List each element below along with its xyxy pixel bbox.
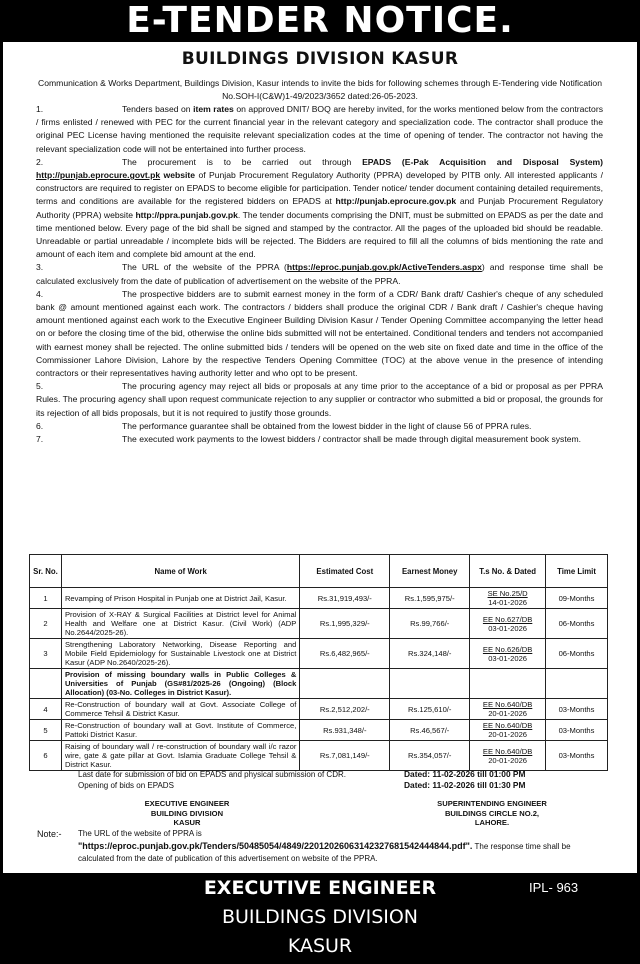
table-row [30, 588, 608, 609]
paragraph-text: The procurement is to be carried out through [122, 156, 363, 167]
url-link[interactable]: http://ppra.punjab.gov.pk [135, 209, 238, 220]
ts-number: EE No.627/DB [482, 614, 533, 624]
cell-time-limit: 03-Months [546, 699, 608, 720]
cell-ts-no-dated [470, 639, 546, 669]
note-text: The URL of the website of PPRA is "https://eproc.punjab.gov.pk/Tenders/50485054/4849/22012026063142327681542444844.pdf". The response time shall be calculated from the date of publication of this advertisement on website of the PPRA. [78, 829, 571, 863]
cell-time-limit: 03-Months [546, 741, 608, 771]
ts-date: 03-01-2026 [488, 653, 528, 663]
footer-line-2: BUILDINGS DIVISION [221, 906, 419, 928]
cell-name-of-work: Re-Construction of boundary wall at Govt. Institute of Commerce, Pattoki District Kasur. [61, 720, 299, 741]
ts-number: EE No.640/DB [482, 721, 533, 730]
col-name-of-work: Name of Work [61, 555, 299, 588]
cell-earnest-money: Rs.324,148/- [390, 639, 470, 669]
table-row [30, 609, 608, 639]
paragraph-text: website [160, 170, 196, 181]
paragraph-2 [36, 156, 603, 262]
paragraph-text: The URL of the website of the PPRA ( [122, 262, 287, 273]
table-row [30, 741, 608, 771]
col-sr-no: Sr. No. [30, 555, 62, 588]
paragraph-number: 4. [36, 288, 44, 299]
cell-sr-no: 3 [30, 639, 62, 669]
cell-name-of-work: Re-Construction of boundary wall at Govt. Associate College of Commerce Tehsil & District Kasur. [61, 699, 299, 720]
cell-name-of-work: Raising of boundary wall / re-construction of boundary wall i/c razor wire, gate & gate pillar at Govt. Islamia Graduate College Tehsil & District Kasur. [61, 741, 299, 771]
paragraph-text: and Punjab Procurement Regulatory Authority (PPRA) website [36, 196, 603, 220]
paragraph-4 [36, 288, 603, 380]
cell-earnest-money: Rs.99,766/- [390, 609, 470, 639]
note-label: Note:- [37, 829, 62, 839]
ipl-code: IPL- 963 [529, 880, 579, 895]
ts-number: EE No.640/DB [482, 746, 533, 756]
paragraph-6 [36, 420, 603, 433]
cell-sr-no: 4 [30, 699, 62, 720]
paragraph-5 [36, 380, 603, 420]
table-row [30, 699, 608, 720]
paragraph-text: Tenders based on [122, 104, 194, 114]
schedule-value: Dated: 11-02-2026 till 01:30 PM [404, 780, 526, 790]
terms-paragraphs [36, 103, 603, 446]
schedule-value: Dated: 11-02-2026 till 01:00 PM [404, 769, 526, 779]
footer-line-1: EXECUTIVE ENGINEER [203, 877, 437, 899]
cell-earnest-money: Rs.354,057/- [390, 741, 470, 771]
cell-time-limit [546, 669, 608, 699]
col-estimated-cost: Estimated Cost [300, 555, 390, 588]
cell-ts-no-dated [470, 609, 546, 639]
ts-number: EE No.626/DB [482, 644, 533, 654]
table-header-row [30, 555, 608, 588]
cell-estimated-cost: Rs.2,512,202/- [300, 699, 390, 720]
cell-estimated-cost: Rs.7,081,149/- [300, 741, 390, 771]
cell-sr-no: 5 [30, 720, 62, 741]
paragraph-text: item rates [193, 104, 234, 114]
paragraph-text: The prospective bidders are to submit earnest money in the form of a CDR/ Bank draft/ Cashier's cheque of any scheduled bank @ amount mentioned against each work. The contractors / bidders shall produce the original CDR / Bank draft / Cashier's cheque having amount mentioned against each work to the Executive Engineer Building Division Kasur / Tender Opening Committee accompanying the letter head on or before the closing time of the bid, otherwise the online bids submitted will not be entertained. Conditional tenders and tenders not accompanied with earnest money shall be rejected. The online submitted bids / tenders will be opened on the web site on fixed date and time in the office of the Commissioner Lahore Division, Lahore by the respective Tenders Opening Committee (TOC) at the above venue in the presence of intending contractors or their representatives having authority letter and who opt to be present. [36, 288, 603, 379]
signatory-superintending-engineer: SUPERINTENDING ENGINEER BUILDINGS CIRCLE NO.2, LAHORE. [437, 799, 547, 827]
paragraph-number: 6. [36, 420, 44, 431]
schedule-label: Last date for submission of bid on EPADS and physical submission of CDR. [78, 770, 346, 779]
cell-name-of-work: Provision of missing boundary walls in Public Colleges & Universities of Punjab (GS#81/2025-26 (Ongoing) (Block Allocation) (03-No. Colleges in District Kasur). [61, 669, 299, 699]
paragraph-text: of Punjab Procurement Regulatory Authority (PPRA) developed by PITB only. All interested applicants / constructors are required to register on EPADS to become eligible for participation. Tender notice/ tender document containing detailed requirements, terms and conditions are available for the registered bidders on EPADS at [36, 170, 603, 207]
ts-date: 14-01-2026 [488, 598, 528, 607]
paragraph-text: EPADS (E-Pak Acquisition and Disposal System) [362, 156, 603, 167]
cell-sr-no [30, 669, 62, 699]
paragraph-text: . The tender documents comprising the DNIT, must be submitted on EPADS as per the date and time mentioned below. Every page of the bid shall be signed and stamped by the contractor. All the pages of the uploaded bid should be readable. Unreadable or partial unreadable / incomplete bids will be rejected. The Bidders are required to fill all the columns of bids mentioning the rate and amount of each item and complete bid amount at the end. [36, 209, 603, 260]
table-group-heading-row [30, 669, 608, 699]
cell-earnest-money: Rs.125,610/- [390, 699, 470, 720]
ts-date: 03-01-2026 [488, 623, 528, 633]
cell-time-limit: 09-Months [546, 588, 608, 609]
ts-date: 20-01-2026 [488, 755, 528, 765]
cell-sr-no: 1 [30, 588, 62, 609]
schedule-opening [3, 780, 637, 791]
paragraph-text: The executed work payments to the lowest bidders / contractor shall be made through digital measurement book system. [122, 434, 582, 445]
cell-name-of-work: Strengthening Laboratory Networking, Disease Reporting and Mobile Field Epidemiology for Sustainable Livestock one at District Kasur (ADP No.2640/2025-26). [61, 639, 299, 669]
cell-time-limit: 06-Months [546, 609, 608, 639]
cell-earnest-money [390, 669, 470, 699]
url-link[interactable]: http://punjab.eprocure.govt.pk [36, 170, 161, 181]
paragraph-text: on approved DNIT/ BOQ are hereby invited, for the works mentioned below from the contractors / firms enlisted / renewed with PEC for the current financial year in the relevant category and specialization code. The contractor shall produce the original PEC License having mentioned the requisite relevant specialization codes at the time of opening of tender. The contractor not having the relevant specialization code will not be entertained into further process. [36, 104, 603, 154]
paragraph-number: 7. [36, 434, 44, 445]
ts-date: 20-01-2026 [488, 730, 528, 739]
cell-ts-no-dated [470, 588, 546, 609]
cell-sr-no: 2 [30, 609, 62, 639]
cell-earnest-money: Rs.1,595,975/- [390, 588, 470, 609]
cell-name-of-work: Provision of X-RAY & Surgical Facilities at District level for Animal Health and Welfare one at District Kasur. (Civil Work) (ADP No.2644/2025-26). [61, 609, 299, 639]
paragraph-text: ) and response time shall be calculated exclusively from the date of publication of advertisement on the website of the PPRA. [36, 262, 603, 286]
cell-ts-no-dated [470, 669, 546, 699]
cell-estimated-cost: Rs.931,348/- [300, 720, 390, 741]
intro-text: Communication & Works Department, Buildings Division, Kasur intends to invite the bids for following schemes through E-Tendering vide Notification No.SOH-I(C&W)1-49/2023/3652 dated:26-05-2023. [38, 78, 602, 101]
ts-date: 20-01-2026 [488, 709, 528, 718]
cell-estimated-cost: Rs.6,482,965/- [300, 639, 390, 669]
cell-sr-no: 6 [30, 741, 62, 771]
paragraph-number: 1. [36, 104, 44, 114]
col-earnest-money: Earnest Money [390, 555, 470, 588]
schedule-label: Opening of bids on EPADS [78, 781, 174, 790]
paragraph-text: The procuring agency may reject all bids or proposals at any time prior to the acceptance of a bid or proposal as per PPRA Rules. The procuring agency shall upon request communicate rejection to any supplier or contractor who submitted a bid or proposal, the grounds for its rejection of all bids proposals, but it is not required to justify those grounds. [36, 381, 603, 418]
notice-title: E-TENDER NOTICE. [0, 0, 640, 42]
cell-earnest-money: Rs.46,567/- [390, 720, 470, 741]
schedule-submission [3, 769, 637, 780]
url-link[interactable]: http://punjab.eprocure.gov.pk [335, 196, 457, 207]
ts-number: SE No.25/D [487, 589, 528, 598]
cell-time-limit: 03-Months [546, 720, 608, 741]
paragraph-number: 2. [36, 156, 44, 167]
cell-ts-no-dated [470, 720, 546, 741]
col-time-limit: Time Limit [546, 555, 608, 588]
paragraph-3 [36, 261, 603, 287]
note-section [37, 828, 607, 865]
paragraph-7 [36, 433, 603, 446]
works-table [29, 554, 608, 771]
cell-ts-no-dated [470, 699, 546, 720]
cell-estimated-cost [300, 669, 390, 699]
ts-number: EE No.640/DB [482, 700, 533, 709]
table-row [30, 720, 608, 741]
paragraph-text: The performance guarantee shall be obtained from the lowest bidder in the light of clause 56 of PPRA rules. [122, 420, 532, 431]
cell-estimated-cost: Rs.31,919,493/- [300, 588, 390, 609]
paragraph-1 [36, 103, 603, 156]
cell-estimated-cost: Rs.1,995,329/- [300, 609, 390, 639]
footer-band [0, 873, 640, 964]
url-link[interactable]: https://eproc.punjab.gov.pk/ActiveTenders.aspx [286, 262, 482, 273]
paragraph-number: 3. [36, 262, 44, 273]
table-row [30, 639, 608, 669]
note-url-link[interactable]: "https://eproc.punjab.gov.pk/Tenders/50485054/4849/22012026063142327681542444844.pdf". [78, 841, 473, 851]
footer-line-3: KASUR [287, 935, 353, 957]
paragraph-number: 5. [36, 381, 44, 392]
cell-time-limit: 06-Months [546, 639, 608, 669]
cell-name-of-work: Revamping of Prison Hospital in Punjab one at District Jail, Kasur. [61, 588, 299, 609]
schedule [3, 769, 637, 791]
cell-ts-no-dated [470, 741, 546, 771]
col-ts-no-dated: T.s No. & Dated [470, 555, 546, 588]
notice-body [3, 42, 637, 873]
division-subtitle: BUILDINGS DIVISION KASUR [181, 49, 459, 69]
signatory-executive-engineer: EXECUTIVE ENGINEER BUILDING DIVISION KASUR [144, 799, 230, 827]
